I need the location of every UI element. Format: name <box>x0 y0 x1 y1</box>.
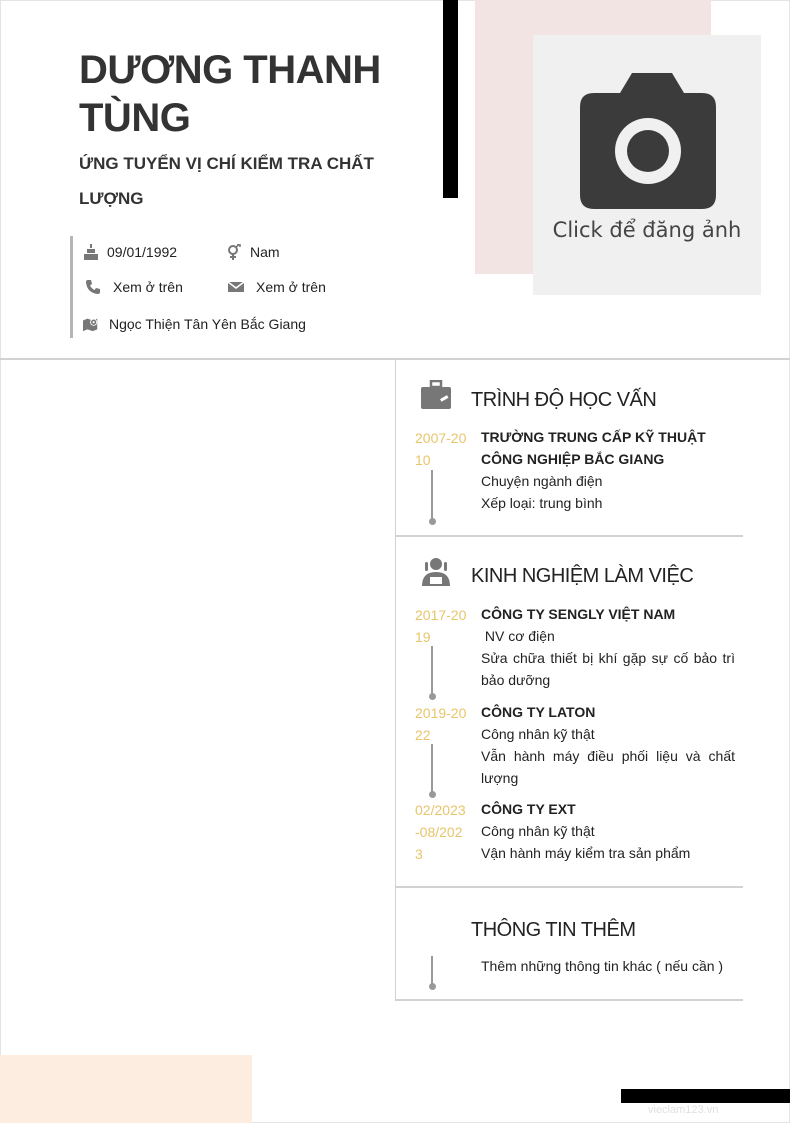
education-entry <box>481 426 735 514</box>
job-position: ỨNG TUYỂN VỊ CHÍ KIỂM TRA CHẤT LƯỢNG <box>79 154 374 208</box>
school-name: TRƯỜNG TRUNG CẤP KỸ THUẬT CÔNG NGHIỆP BẮC GIANG <box>481 429 706 467</box>
job-role: NV cơ điện <box>481 628 555 644</box>
timeline-line <box>431 470 433 522</box>
school-grade: Xếp loại: trung bình <box>481 495 603 511</box>
timeline-line <box>431 744 433 794</box>
education-period: 2007-2010 <box>415 430 467 468</box>
timeline-line <box>431 956 433 986</box>
gender-value: Nam <box>250 244 280 260</box>
watermark: vieclam123.vn <box>648 1104 719 1116</box>
experience-entry-2 <box>481 701 735 789</box>
email-row <box>228 279 326 295</box>
photo-upload-box[interactable] <box>533 35 761 295</box>
job-role: Công nhân kỹ thật <box>481 823 595 839</box>
job-description: Vẫn hành máy điều phối liệu và chất lượng <box>481 748 735 786</box>
timeline-dot <box>429 791 436 798</box>
email-icon <box>228 279 244 295</box>
birthday-value: 09/01/1992 <box>107 244 178 260</box>
candidate-name: DƯƠNG THANH TÙNG <box>79 48 381 140</box>
experience-period-2: 2019-2022 <box>415 705 467 743</box>
address-row <box>83 316 306 332</box>
section-divider <box>395 535 743 537</box>
job-role: Công nhân kỹ thật <box>481 726 595 742</box>
timeline-line <box>431 646 433 696</box>
company-name: CÔNG TY LATON <box>481 704 596 720</box>
gender-row <box>226 244 280 260</box>
phone-row <box>85 279 183 295</box>
phone-value: Xem ở trên <box>113 279 183 295</box>
phone-icon <box>85 279 101 295</box>
job-description: Sửa chữa thiết bị khí gặp sự cố bảo trì bảo dưỡng <box>481 650 735 688</box>
birthday-row <box>83 244 177 260</box>
info-rail <box>70 236 73 338</box>
section-divider <box>395 999 743 1001</box>
experience-period-1: 2017-2019 <box>415 607 467 645</box>
company-name: CÔNG TY SENGLY VIỆT NAM <box>481 606 676 622</box>
cake-icon <box>83 244 99 260</box>
job-description: Vận hành máy kiểm tra sản phẩm <box>481 845 691 861</box>
map-marker-icon <box>83 316 99 332</box>
photo-upload-label: Click để đăng ảnh <box>552 218 742 242</box>
section-divider <box>395 886 743 888</box>
worker-icon <box>420 556 452 588</box>
experience-title: KINH NGHIỆM LÀM VIỆC <box>471 565 694 587</box>
school-major: Chuyện ngành điện <box>481 473 603 489</box>
extra-title: THÔNG TIN THÊM <box>471 919 636 941</box>
extra-text: Thêm những thông tin khác ( nếu cần ) <box>481 958 724 974</box>
address-value: Ngọc Thiện Tân Yên Bắc Giang <box>109 316 306 332</box>
education-title: TRÌNH ĐỘ HỌC VẤN <box>471 389 657 411</box>
experience-entry-3 <box>481 798 735 864</box>
experience-entry-1 <box>481 603 735 691</box>
gender-icon <box>226 244 242 260</box>
experience-period-3: 02/2023-08/2023 <box>415 802 466 862</box>
decor-peach-block <box>0 1055 252 1123</box>
decor-black-bar <box>443 0 458 198</box>
timeline-dot <box>429 518 436 525</box>
timeline-dot <box>429 983 436 990</box>
company-name: CÔNG TY EXT <box>481 801 576 817</box>
timeline-dot <box>429 693 436 700</box>
email-value: Xem ở trên <box>256 279 326 295</box>
camera-icon <box>580 73 716 209</box>
briefcase-icon <box>420 380 452 412</box>
decor-footer-bar <box>621 1089 790 1103</box>
